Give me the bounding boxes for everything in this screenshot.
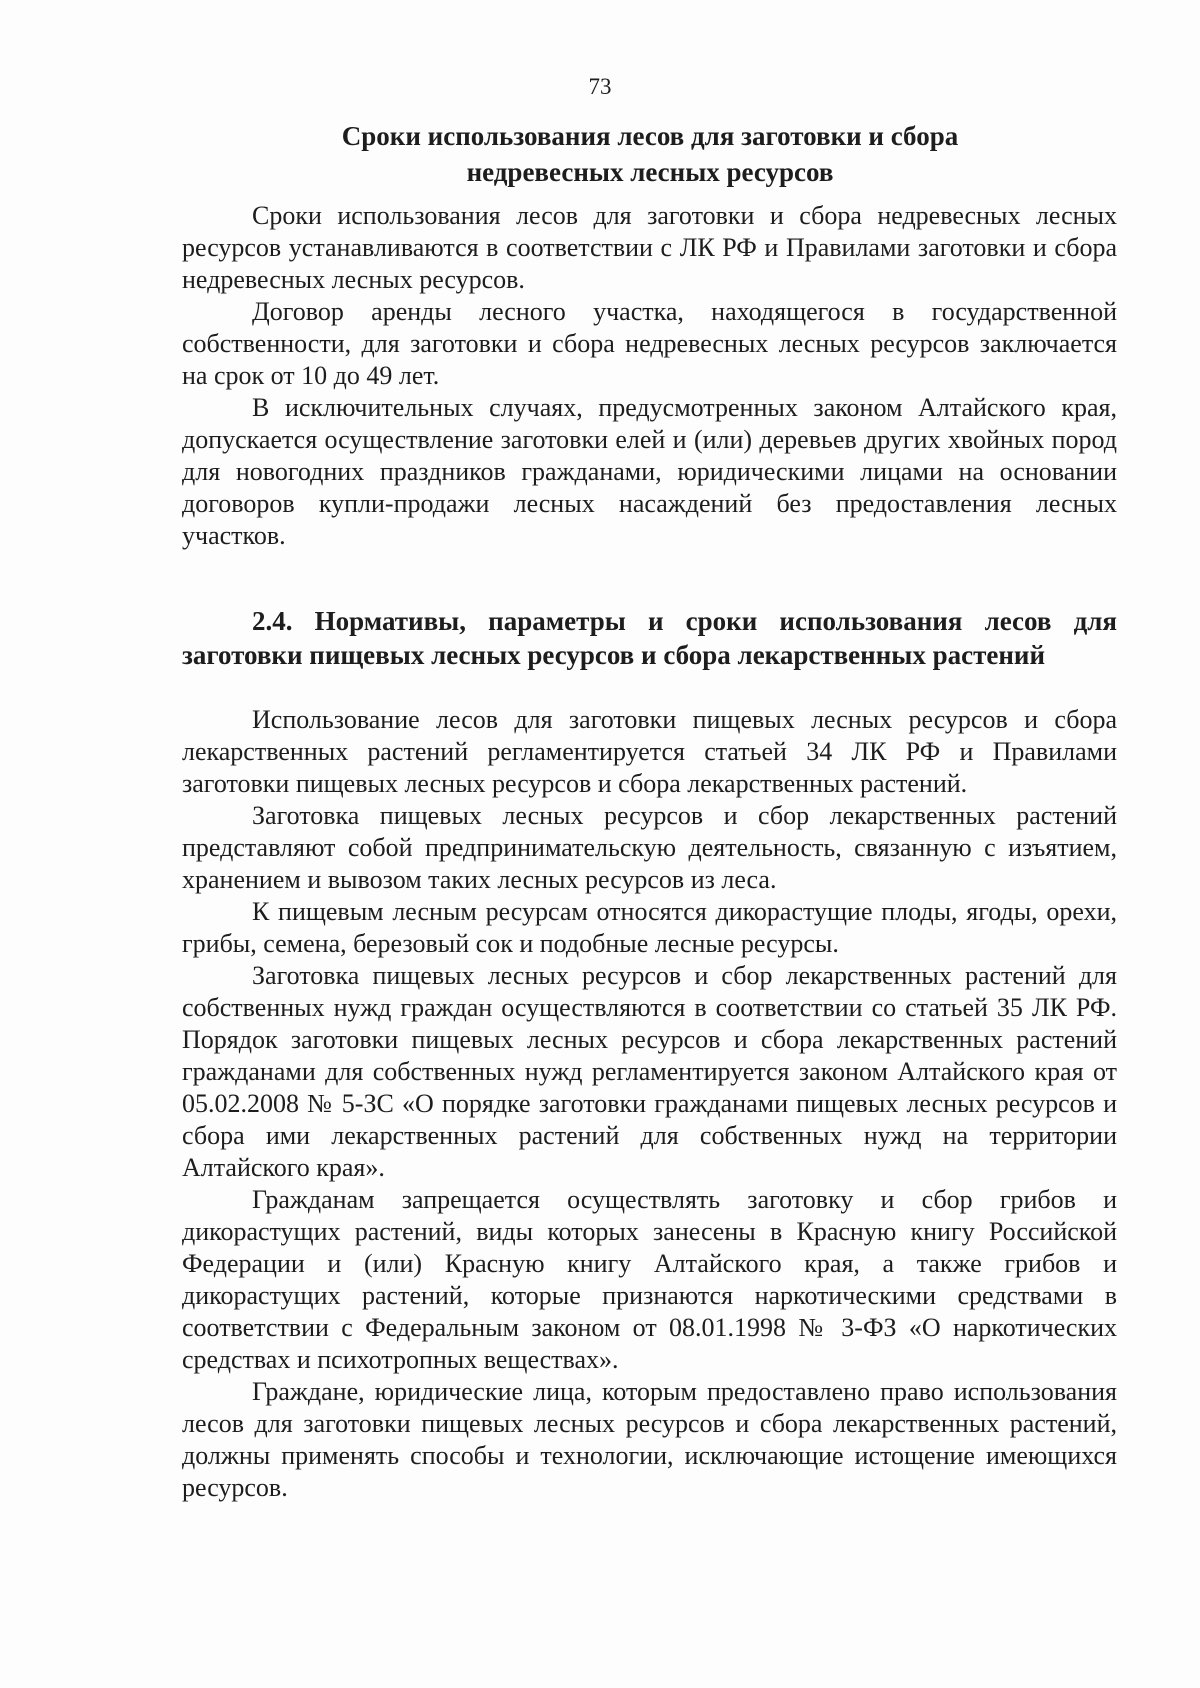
paragraph: Использование лесов для заготовки пищевых лесных ресурсов и сбора лекарственных растений регламентируется статьей 34 ЛК РФ и Правилами заготовки пищевых лесных ресурсов и сбора лекарственных растений. — [182, 705, 1117, 798]
title-line-2: недревесных лесных ресурсов — [466, 157, 834, 187]
paragraph: Заготовка пищевых лесных ресурсов и сбор лекарственных растений для собственных нужд граждан осуществляются в соответствии со статьей 35 ЛК РФ. Порядок заготовки пищевых лесных ресурсов и сбора лекарственных растений гражданами для собственных нужд регламентируется законом Алтайского края от 05.02.2008 № 5-ЗС «О порядке заготовки гражданами пищевых лесных ресурсов и сбора ими лекарственных растений для собственных нужд на территории Алтайского края». — [182, 961, 1117, 1182]
section-2-body — [182, 704, 1117, 1504]
title-line-1: Сроки использования лесов для заготовки и сбора — [341, 121, 959, 151]
paragraph: В исключительных случаях, предусмотренных законом Алтайского края, допускается осуществление заготовки елей и (или) деревьев других хвойных пород для новогодних праздников гражданами, юридическими лицами на основании договоров купли-продажи лесных насаждений без предоставления лесных участков. — [182, 393, 1117, 550]
paragraph: Заготовка пищевых лесных ресурсов и сбор лекарственных растений представляют собой предпринимательскую деятельность, связанную с изъятием, хранением и вывозом таких лесных ресурсов из леса. — [182, 801, 1117, 894]
page-number: 73 — [588, 74, 612, 99]
page-title — [180, 118, 1120, 190]
paragraph: Сроки использования лесов для заготовки и сбора недревесных лесных ресурсов устанавливаются в соответствии с ЛК РФ и Правилами заготовки и сбора недревесных лесных ресурсов. — [182, 201, 1117, 294]
paragraph: Договор аренды лесного участка, находящегося в государственной собственности, для заготовки и сбора недревесных лесных ресурсов заключается на срок от 10 до 49 лет. — [182, 297, 1117, 390]
paragraph: Граждане, юридические лица, которым предоставлено право использования лесов для заготовки пищевых лесных ресурсов и сбора лекарственных растений, должны применять способы и технологии, исключающие истощение имеющихся ресурсов. — [182, 1377, 1117, 1502]
paragraph: К пищевым лесным ресурсам относятся дикорастущие плоды, ягоды, орехи, грибы, семена, березовый сок и подобные лесные ресурсы. — [182, 897, 1117, 958]
paragraph: Гражданам запрещается осуществлять заготовку и сбор грибов и дикорастущих растений, виды которых занесены в Красную книгу Российской Федерации и (или) Красную книгу Алтайского края, а также грибов и дикорастущих растений, которые признаются наркотическими средствами в соответствии с Федеральным законом от 08.01.1998 № 3-ФЗ «О наркотических средствах и психотропных веществах». — [182, 1185, 1117, 1374]
section-heading: 2.4. Нормативы, параметры и сроки использования лесов для заготовки пищевых лесных ресурсов и сбора лекарственных растений — [182, 606, 1117, 670]
section-1-body — [182, 200, 1117, 552]
